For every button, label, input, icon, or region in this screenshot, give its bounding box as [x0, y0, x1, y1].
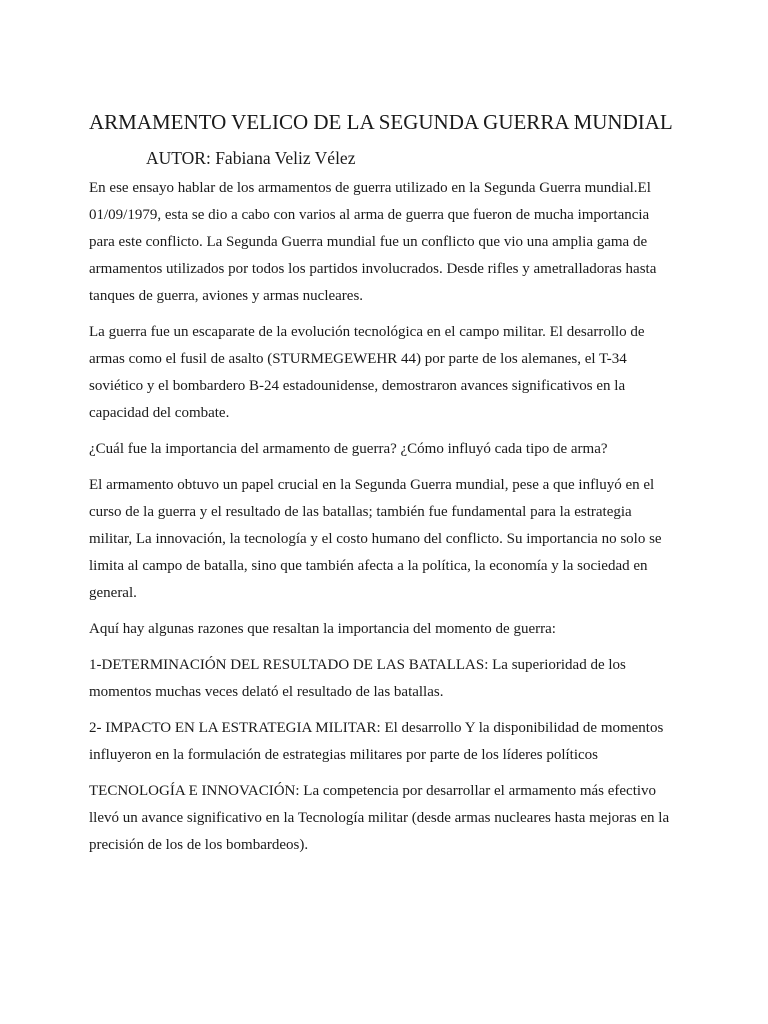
- text-line: precisión de los de los bombardeos).: [89, 837, 309, 853]
- text-line: En ese ensayo hablar de los armamentos de guerra utilizado en la Segunda Guerra mundial.El: [89, 180, 651, 196]
- text-line: La guerra fue un escaparate de la evolución tecnológica en el campo militar. El desarrollo de: [89, 324, 645, 340]
- text-line: influyeron en la formulación de estrategias militares por parte de los líderes políticos: [89, 747, 599, 763]
- paragraph-role: [89, 472, 675, 607]
- text-line: militar, La innovación, la tecnología y el costo humano del conflicto. Su importancia no solo se: [89, 531, 662, 547]
- text-line: Aquí hay algunas razones que resaltan la importancia del momento de guerra:: [89, 621, 556, 637]
- text-line: para este conflicto. La Segunda Guerra mundial fue un conflicto que vio una amplia gama de: [89, 234, 648, 250]
- paragraph-reasons-intro: [89, 616, 675, 643]
- text-line: El armamento obtuvo un papel crucial en la Segunda Guerra mundial, pese a que influyó en el: [89, 477, 655, 493]
- paragraph-intro: [89, 175, 675, 310]
- text-line: TECNOLOGÍA E INNOVACIÓN: La competencia por desarrollar el armamento más efectivo: [89, 783, 657, 799]
- text-line: 1-DETERMINACIÓN DEL RESULTADO DE LAS BATALLAS: La superioridad de los: [89, 657, 626, 673]
- document-body: [89, 175, 675, 868]
- text-line: limita al campo de batalla, sino que también afecta a la política, la economía y la sociedad en: [89, 558, 648, 574]
- text-line: llevó un avance significativo en la Tecnología militar (desde armas nucleares hasta mejoras en la: [89, 810, 670, 826]
- text-line: general.: [89, 585, 137, 601]
- text-line: 01/09/1979, esta se dio a cabo con varios al arma de guerra que fueron de mucha importancia: [89, 207, 650, 223]
- document-author: AUTOR: Fabiana Veliz Vélez: [146, 148, 356, 168]
- document-title: ARMAMENTO VELICO DE LA SEGUNDA GUERRA MUNDIAL: [89, 110, 673, 134]
- text-line: soviético y el bombardero B-24 estadounidense, demostraron avances significativos en la: [89, 378, 626, 394]
- text-line: curso de la guerra y el resultado de las batallas; también fue fundamental para la estrategia: [89, 504, 632, 520]
- paragraph-question: [89, 436, 675, 463]
- paragraph-evolution: [89, 319, 675, 427]
- text-line: 2- IMPACTO EN LA ESTRATEGIA MILITAR: El desarrollo Y la disponibilidad de momentos: [89, 720, 664, 736]
- paragraph-reason-1: [89, 652, 675, 706]
- text-line: armamentos utilizados por todos los partidos involucrados. Desde rifles y ametralladoras hasta: [89, 261, 657, 277]
- text-line: capacidad del combate.: [89, 405, 230, 421]
- text-line: momentos muchas veces delató el resultado de las batallas.: [89, 684, 444, 700]
- text-line: tanques de guerra, aviones y armas nucleares.: [89, 288, 364, 304]
- text-line: ¿Cuál fue la importancia del armamento de guerra? ¿Cómo influyó cada tipo de arma?: [89, 441, 608, 457]
- paragraph-reason-3: [89, 778, 675, 859]
- paragraph-reason-2: [89, 715, 675, 769]
- text-line: armas como el fusil de asalto (STURMEGEWEHR 44) por parte de los alemanes, el T-34: [89, 351, 627, 367]
